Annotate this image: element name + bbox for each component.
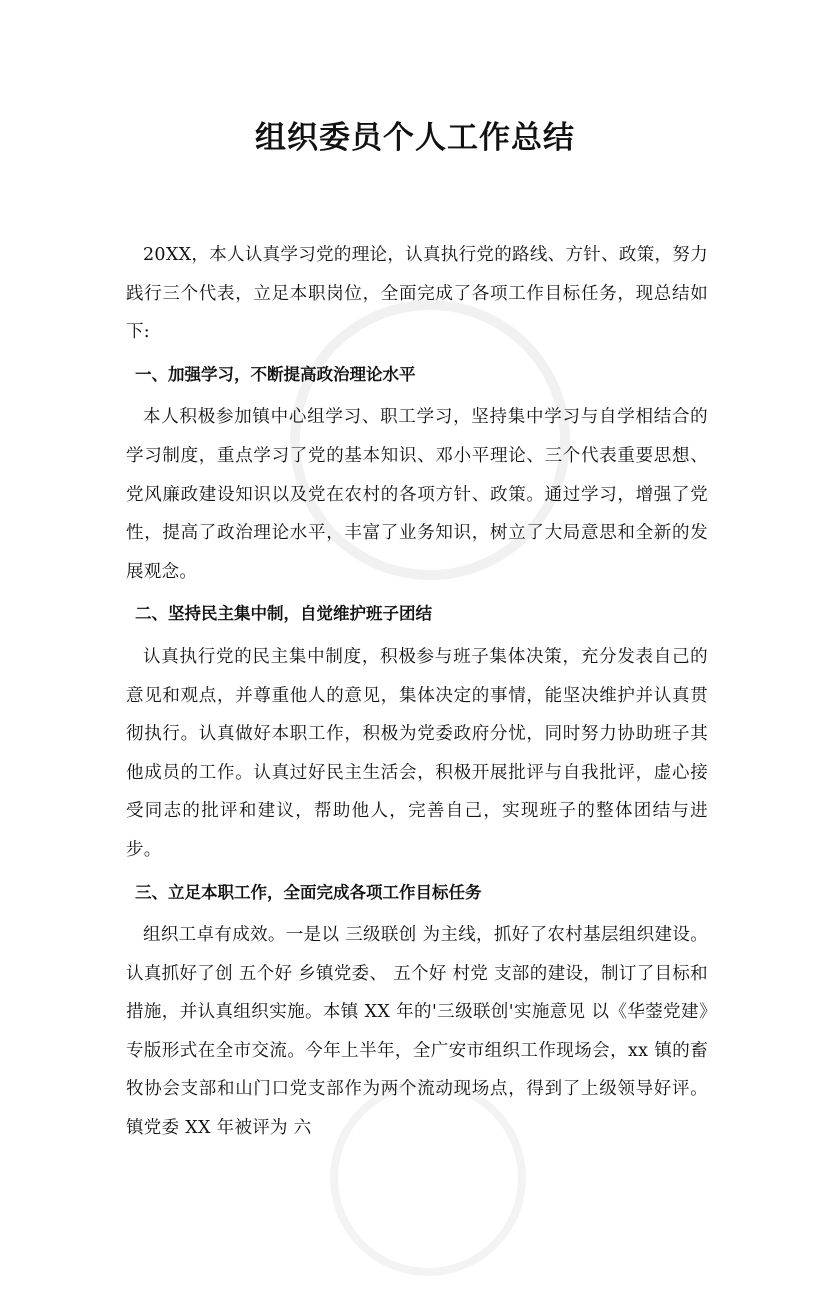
section-heading-3: 三、立足本职工作，全面完成各项工作目标任务	[135, 882, 482, 902]
section-heading-1: 一、加强学习，不断提高政治理论水平	[135, 364, 416, 384]
document-body	[126, 236, 708, 1151]
intro-paragraph: 20XX，本人认真学习党的理论，认真执行党的路线、方针、政策，努力践行三个代表，立足本职岗位，全面完成了各项工作目标任务，现总结如下:	[126, 245, 708, 343]
section-body-2: 认真执行党的民主集中制度，积极参与班子集体决策，充分发表自己的意见和观点，并尊重他人的意见，集体决定的事情，能坚决维护并认真贯彻执行。认真做好本职工作，积极为党委政府分忧，同时努力协助班子其他成员的工作。认真过好民主生活会，积极开展批评与自我批评，虚心接受同志的批评和建议，帮助他人，完善自己，实现班子的整体团结与进步。	[126, 646, 708, 860]
section-heading-2: 二、坚持民主集中制，自觉维护班子团结	[135, 604, 432, 624]
section-body-1: 本人积极参加镇中心组学习、职工学习，坚持集中学习与自学相结合的学习制度，重点学习了党的基本知识、邓小平理论、三个代表重要思想、党风廉政建设知识以及党在农村的各项方针、政策。通过学习，增强了党性，提高了政治理论水平，丰富了业务知识，树立了大局意思和全新的发展观念。	[126, 407, 708, 582]
section-body-3: 组织工卓有成效。一是以 三级联创 为主线，抓好了农村基层组织建设。认真抓好了创 五个好 乡镇党委、 五个好 村党 支部的建设，制订了目标和措施，并认真组织实施。本镇 XX 年的'三级联创'实施意见 以《华蓥党建》专版形式在全市交流。今年上半年，全广安市组织工作现场会，xx 镇的畜牧协会支部和山门口党支部作为两个流动现场点，得到了上级领导好评。镇党委 XX 年被评为 六	[126, 925, 708, 1139]
page-title: 组织委员个人工作总结	[255, 120, 575, 156]
